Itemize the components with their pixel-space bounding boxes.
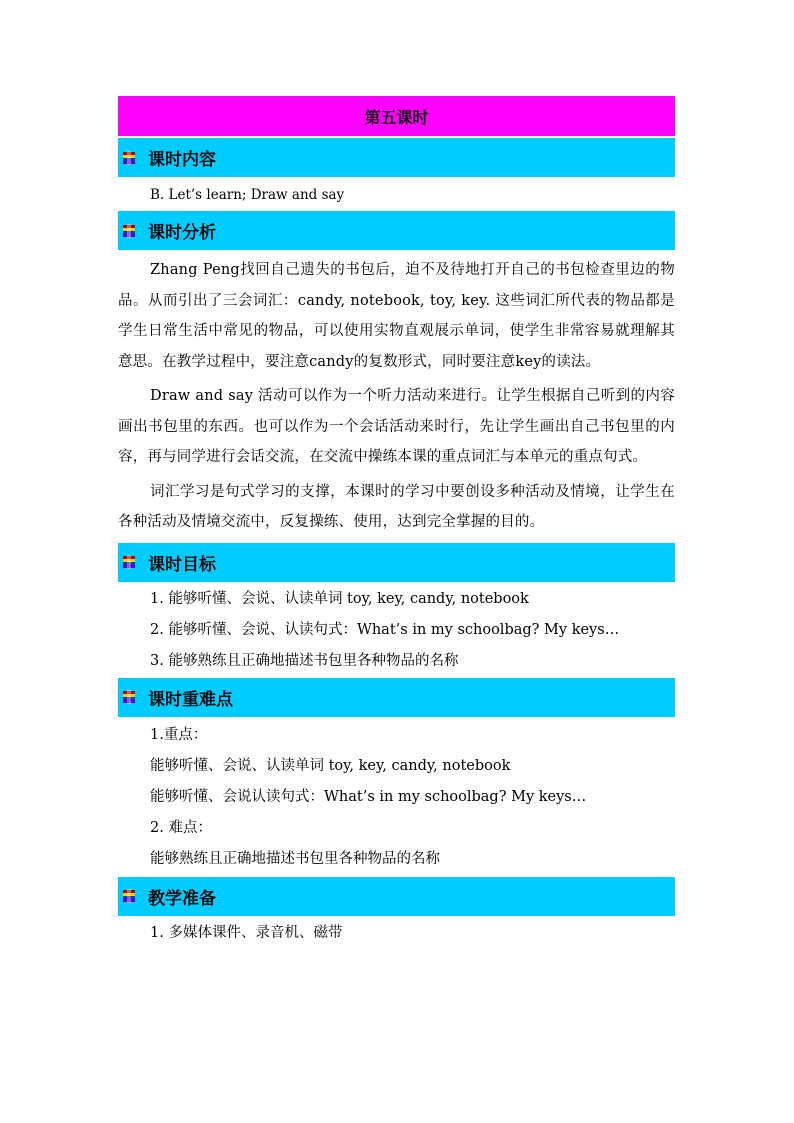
section-heading: 课时目标 bbox=[148, 554, 216, 575]
key-point-line: 能够熟练且正确地描述书包里各种物品的名称 bbox=[150, 850, 440, 867]
section-heading: 课时重难点 bbox=[148, 689, 233, 710]
content-line: B. Let’s learn; Draw and say bbox=[150, 187, 345, 203]
section-heading: 课时内容 bbox=[148, 150, 216, 170]
analysis-paragraph: Draw and say 活动可以作为一个听力活动来进行。让学生根据自己听到的内容画出书包里的东西。也可以作为一个会话活动来时行，先让学生画出自己书包里的内容，再与同学进行会话交流，在交流中操练本课的重点词汇与本单元的重点句式。 bbox=[118, 388, 675, 465]
book-icon bbox=[122, 690, 136, 704]
book-icon bbox=[122, 224, 136, 238]
key-point-line: 1.重点： bbox=[150, 726, 208, 743]
book-icon bbox=[122, 151, 136, 165]
objective-item: 2. 能够听懂、会说、认读句式：What’s in my schoolbag? My keys… bbox=[150, 621, 620, 638]
key-point-line: 能够听懂、会说、认读单词 toy, key, candy, notebook bbox=[150, 757, 511, 774]
section-header-objectives bbox=[118, 542, 675, 583]
key-point-line: 能够听懂、会说认读句式：What’s in my schoolbag? My keys… bbox=[150, 788, 587, 805]
section-header-preparation bbox=[118, 876, 675, 917]
section-header-content bbox=[118, 137, 675, 178]
book-icon bbox=[122, 889, 136, 903]
lesson-title: 第五课时 bbox=[118, 96, 675, 137]
section-header-key-points bbox=[118, 677, 675, 718]
section-heading: 课时分析 bbox=[148, 223, 216, 243]
analysis-paragraph: 词汇学习是句式学习的支撑，本课时的学习中要创设多种活动及情境，让学生在各种活动及情境交流中，反复操练、使用，达到完全掌握的目的。 bbox=[118, 483, 675, 530]
section-heading: 教学准备 bbox=[148, 888, 216, 909]
analysis-paragraph: Zhang Peng找回自己遗失的书包后，迫不及待地打开自己的书包检查里边的物品。从而引出了三会词汇：candy, notebook, toy, key. 这些词汇所代表的物品都是学生日常生活中常见的物品，可以使用实物直观展示单词，使学生非常容易就理解其意思。在教学过程中，要注意candy的复数形式，同时要注意key的读法。 bbox=[118, 262, 675, 370]
document bbox=[118, 96, 675, 949]
book-icon bbox=[122, 555, 136, 569]
section-header-analysis bbox=[118, 210, 675, 251]
objective-item: 3. 能够熟练且正确地描述书包里各种物品的名称 bbox=[150, 652, 459, 669]
key-point-line: 2. 难点： bbox=[150, 819, 212, 836]
objective-item: 1. 能够听懂、会说、认读单词 toy, key, candy, notebook bbox=[150, 590, 529, 607]
preparation-item: 1. 多媒体课件、录音机、磁带 bbox=[150, 924, 343, 941]
